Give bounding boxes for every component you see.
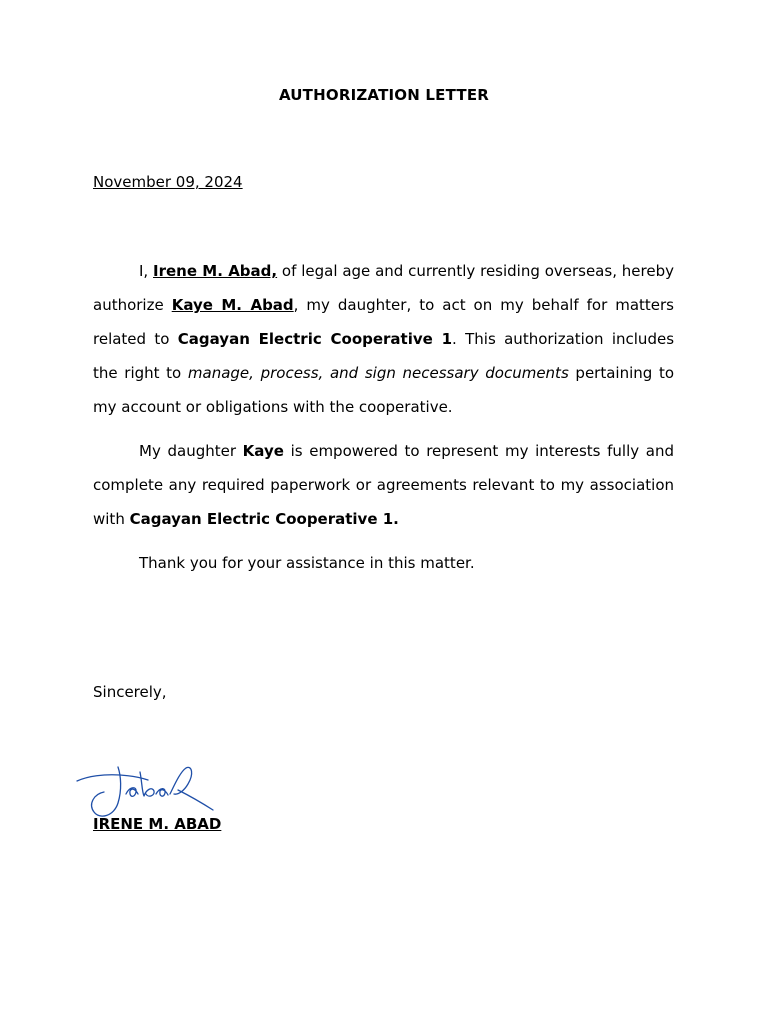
- para2-text-1: My daughter: [139, 442, 243, 460]
- paragraph-empowerment: [93, 434, 674, 536]
- paragraph-authorization: [93, 254, 674, 424]
- para1-text-1: I,: [139, 262, 154, 280]
- closing-salutation: Sincerely,: [93, 683, 167, 701]
- para1-text-2: of legal age and currently residing overseas, hereby authorize: [93, 262, 674, 314]
- letter-body: [93, 254, 674, 590]
- para1-text-5: pertaining to my account or obligations with the cooperative.: [93, 364, 674, 416]
- authorized-actions: manage, process, and sign necessary documents: [187, 364, 569, 382]
- cooperative-name: Cagayan Electric Cooperative 1: [177, 330, 453, 348]
- handwritten-signature: [74, 760, 224, 822]
- para1-text-4: . This authorization includes the right to: [93, 330, 675, 382]
- signer-name: IRENE M. ABAD: [93, 815, 222, 833]
- signature-strokes: [77, 767, 213, 816]
- para1-text-3: , my daughter, to act on my behalf for matters related to: [93, 296, 675, 348]
- paragraph-thanks: Thank you for your assistance in this matter.: [139, 554, 475, 572]
- cooperative-name-2: Cagayan Electric Cooperative 1.: [129, 510, 399, 528]
- para2-text-2: is empowered to represent my interests fully and complete any required paperwork or agreements relevant to my association with: [93, 442, 674, 528]
- grantor-name: Irene M. Abad,: [153, 262, 278, 280]
- authorized-person-name: Kaye M. Abad: [171, 296, 294, 314]
- letter-title: AUTHORIZATION LETTER: [278, 86, 490, 104]
- daughter-name: Kaye: [242, 442, 284, 460]
- letter-date: November 09, 2024: [93, 173, 243, 191]
